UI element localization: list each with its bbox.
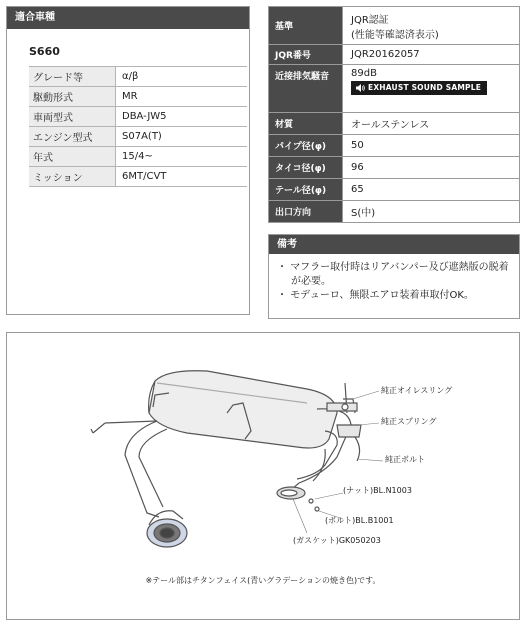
spec-key: 材質 xyxy=(269,113,343,135)
table-row xyxy=(269,179,520,201)
spec-value: JQR20162057 xyxy=(343,45,520,65)
label-gasket: (ガスケット)GK050203 xyxy=(293,536,381,545)
spec-key: 近接排気騒音 xyxy=(269,65,343,113)
spec-value: 50 xyxy=(343,135,520,157)
label-oil-ring: 純正オイレスリング xyxy=(381,386,453,395)
spec-value: 65 xyxy=(343,179,520,201)
compat-header: 適合車種 xyxy=(7,7,249,29)
table-row xyxy=(29,67,247,87)
remark-text: モデューロ、無限エアロ装着車取付OK。 xyxy=(290,290,474,301)
label-spring: 純正スプリング xyxy=(381,417,437,426)
table-row xyxy=(269,157,520,179)
list-item: ・ マフラー取付時はリアバンパー及び遮熱版の脱着が必要。 xyxy=(277,262,509,287)
spec-key: 基準 xyxy=(269,7,343,45)
spec-key: テール径(φ) xyxy=(269,179,343,201)
row-value: 15/4~ xyxy=(116,147,248,167)
spec-value: S(中) xyxy=(343,201,520,223)
row-key: 駆動形式 xyxy=(29,87,116,107)
noise-value: 89dB xyxy=(351,68,377,79)
remark-text: マフラー取付時はリアバンパー及び遮熱版の脱着が必要。 xyxy=(290,262,509,287)
spec-value-line1: JQR認証 xyxy=(351,14,389,26)
table-row xyxy=(269,201,520,223)
table-row xyxy=(269,113,520,135)
exhaust-sound-button[interactable] xyxy=(351,81,487,95)
muffler-illustration xyxy=(91,371,361,547)
row-value: α/β xyxy=(116,67,248,87)
spec-key: パイプ径(φ) xyxy=(269,135,343,157)
spec-value-line2: (性能等確認済表示) xyxy=(351,29,439,41)
table-row xyxy=(269,135,520,157)
exhaust-sound-label: EXHAUST SOUND SAMPLE xyxy=(368,83,482,92)
table-row xyxy=(29,147,247,167)
row-value: MR xyxy=(116,87,248,107)
compat-panel xyxy=(6,6,250,315)
label-nut-part: (ナット)BL.N1003 xyxy=(343,486,412,495)
row-key: ミッション xyxy=(29,167,116,187)
table-row xyxy=(29,107,247,127)
spec-key: タイコ径(φ) xyxy=(269,157,343,179)
table-row xyxy=(29,167,247,187)
model-name: S660 xyxy=(29,45,60,58)
row-value: S07A(T) xyxy=(116,127,248,147)
remarks-list xyxy=(277,261,513,303)
label-bolt: 純正ボルト xyxy=(385,455,425,464)
row-key: 年式 xyxy=(29,147,116,167)
spec-key: 出口方向 xyxy=(269,201,343,223)
spec-value xyxy=(343,7,520,45)
speaker-icon xyxy=(355,83,365,93)
table-row xyxy=(269,7,520,45)
label-bolt-part: (ボルト)BL.B1001 xyxy=(325,516,394,525)
row-value: 6MT/CVT xyxy=(116,167,248,187)
row-value: DBA-JW5 xyxy=(116,107,248,127)
table-row xyxy=(269,65,520,113)
diagram-footnote: ※テール部はチタンフェイス(青いグラデーションの焼き色)です。 xyxy=(145,576,381,585)
spec-key: JQR番号 xyxy=(269,45,343,65)
spec-value xyxy=(343,65,520,113)
row-key: 車両型式 xyxy=(29,107,116,127)
remarks-header: 備考 xyxy=(269,235,519,254)
list-item: ・ モデューロ、無限エアロ装着車取付OK。 xyxy=(277,290,474,301)
row-key: エンジン型式 xyxy=(29,127,116,147)
compat-table xyxy=(29,66,247,187)
remarks-panel xyxy=(268,234,520,319)
table-row xyxy=(29,127,247,147)
table-row xyxy=(269,45,520,65)
table-row xyxy=(29,87,247,107)
spec-value: 96 xyxy=(343,157,520,179)
row-key: グレード等 xyxy=(29,67,116,87)
spec-value: オールステンレス xyxy=(343,113,520,135)
diagram-panel xyxy=(6,332,520,620)
spec-panel xyxy=(268,6,520,224)
spec-table xyxy=(268,6,520,223)
